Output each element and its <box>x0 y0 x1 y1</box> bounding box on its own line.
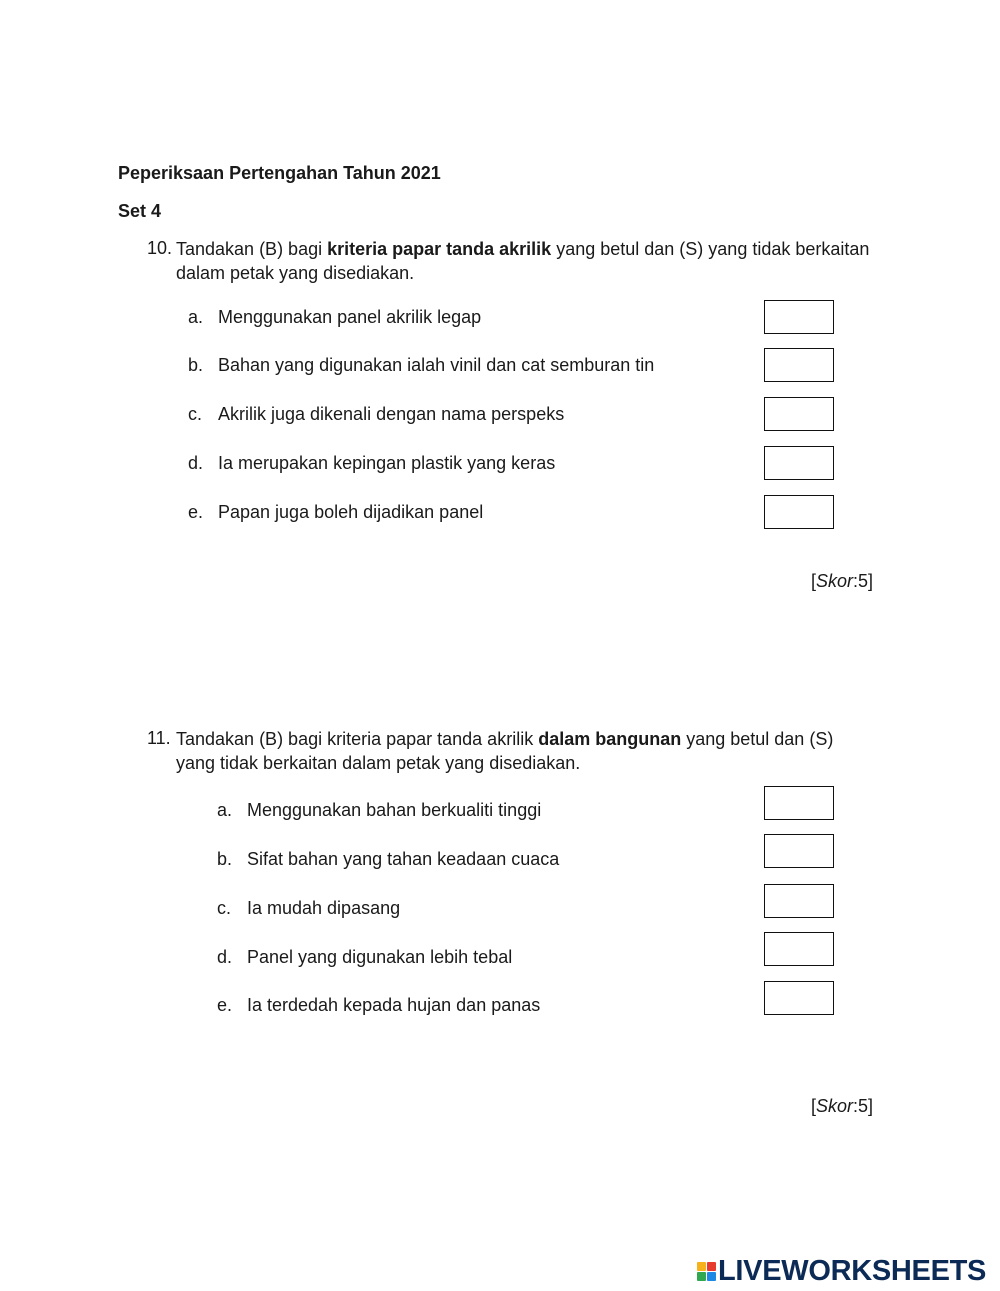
item-letter: a. <box>188 307 204 327</box>
item-text: Panel yang digunakan lebih tebal <box>247 947 513 967</box>
question-10-text <box>176 237 876 285</box>
logo-mark-v <box>697 1272 706 1281</box>
q10-item-c <box>188 404 564 425</box>
question-11-text <box>176 727 876 775</box>
question-10-text-after: yang betul dan (S) yang tidak berkaitan dalam petak yang disediakan. <box>176 239 870 283</box>
q11-answer-box-d[interactable] <box>764 932 834 966</box>
item-text: Ia mudah dipasang <box>247 898 401 918</box>
q10-answer-box-d[interactable] <box>764 446 834 480</box>
item-letter: d. <box>188 453 204 473</box>
set-label: Set 4 <box>118 201 162 221</box>
q11-score: [Skor:5] <box>811 1096 874 1116</box>
item-text: Ia merupakan kepingan plastik yang keras <box>218 453 556 473</box>
q10-item-b <box>188 355 654 376</box>
q11-answer-box-c[interactable] <box>764 884 834 918</box>
item-letter: b. <box>188 355 204 375</box>
item-letter: d. <box>217 947 233 967</box>
question-11-text-before: Tandakan (B) bagi kriteria papar tanda akrilik <box>176 729 539 749</box>
item-text: Ia terdedah kepada hujan dan panas <box>247 995 541 1015</box>
item-text: Sifat bahan yang tahan keadaan cuaca <box>247 849 560 869</box>
item-letter: b. <box>217 849 233 869</box>
question-10-text-bold: kriteria papar tanda akrilik <box>327 239 552 259</box>
item-letter: e. <box>217 995 233 1015</box>
liveworksheets-logo[interactable] <box>697 1255 986 1288</box>
q10-item-e <box>188 502 483 523</box>
q11-answer-box-a[interactable] <box>764 786 834 820</box>
question-11-text-bold: dalam bangunan <box>538 729 682 749</box>
liveworksheets-logo-icon <box>697 1262 716 1281</box>
item-letter: a. <box>217 800 233 820</box>
item-text: Menggunakan bahan berkualiti tinggi <box>247 800 542 820</box>
exam-title: Peperiksaan Pertengahan Tahun 2021 <box>118 163 441 183</box>
item-text: Papan juga boleh dijadikan panel <box>218 502 484 522</box>
item-letter: e. <box>188 502 204 522</box>
question-11-text-after: yang betul dan (S) yang tidak berkaitan dalam petak yang disediakan. <box>176 729 834 773</box>
item-text: Menggunakan panel akrilik legap <box>218 307 482 327</box>
logo-mark-e <box>707 1272 716 1281</box>
question-10-number: 10. <box>147 238 173 258</box>
q11-item-a <box>217 800 541 821</box>
item-letter: c. <box>217 898 232 918</box>
logo-text: LIVEWORKSHEETS <box>718 1255 987 1287</box>
score-value: :5] <box>853 571 874 591</box>
item-text: Bahan yang digunakan ialah vinil dan cat semburan tin <box>218 355 655 375</box>
q11-item-b <box>217 849 559 870</box>
q10-answer-box-c[interactable] <box>764 397 834 431</box>
score-value: :5] <box>853 1096 874 1116</box>
item-text: Akrilik juga dikenali dengan nama perspeks <box>218 404 565 424</box>
q10-item-d <box>188 453 555 474</box>
item-letter: c. <box>188 404 203 424</box>
q10-item-a <box>188 307 481 328</box>
logo-mark-l <box>697 1262 706 1271</box>
q11-answer-box-e[interactable] <box>764 981 834 1015</box>
q11-item-e <box>217 995 540 1016</box>
q11-item-d <box>217 947 512 968</box>
score-label: Skor <box>816 571 854 591</box>
question-11-number: 11. <box>147 728 171 748</box>
q11-answer-box-b[interactable] <box>764 834 834 868</box>
q11-item-c <box>217 898 400 919</box>
q10-answer-box-b[interactable] <box>764 348 834 382</box>
score-label: Skor <box>816 1096 854 1116</box>
q10-answer-box-e[interactable] <box>764 495 834 529</box>
question-10-text-before: Tandakan (B) bagi <box>176 239 328 259</box>
logo-mark-i <box>707 1262 716 1271</box>
q10-score: [Skor:5] <box>811 571 874 591</box>
q10-answer-box-a[interactable] <box>764 300 834 334</box>
